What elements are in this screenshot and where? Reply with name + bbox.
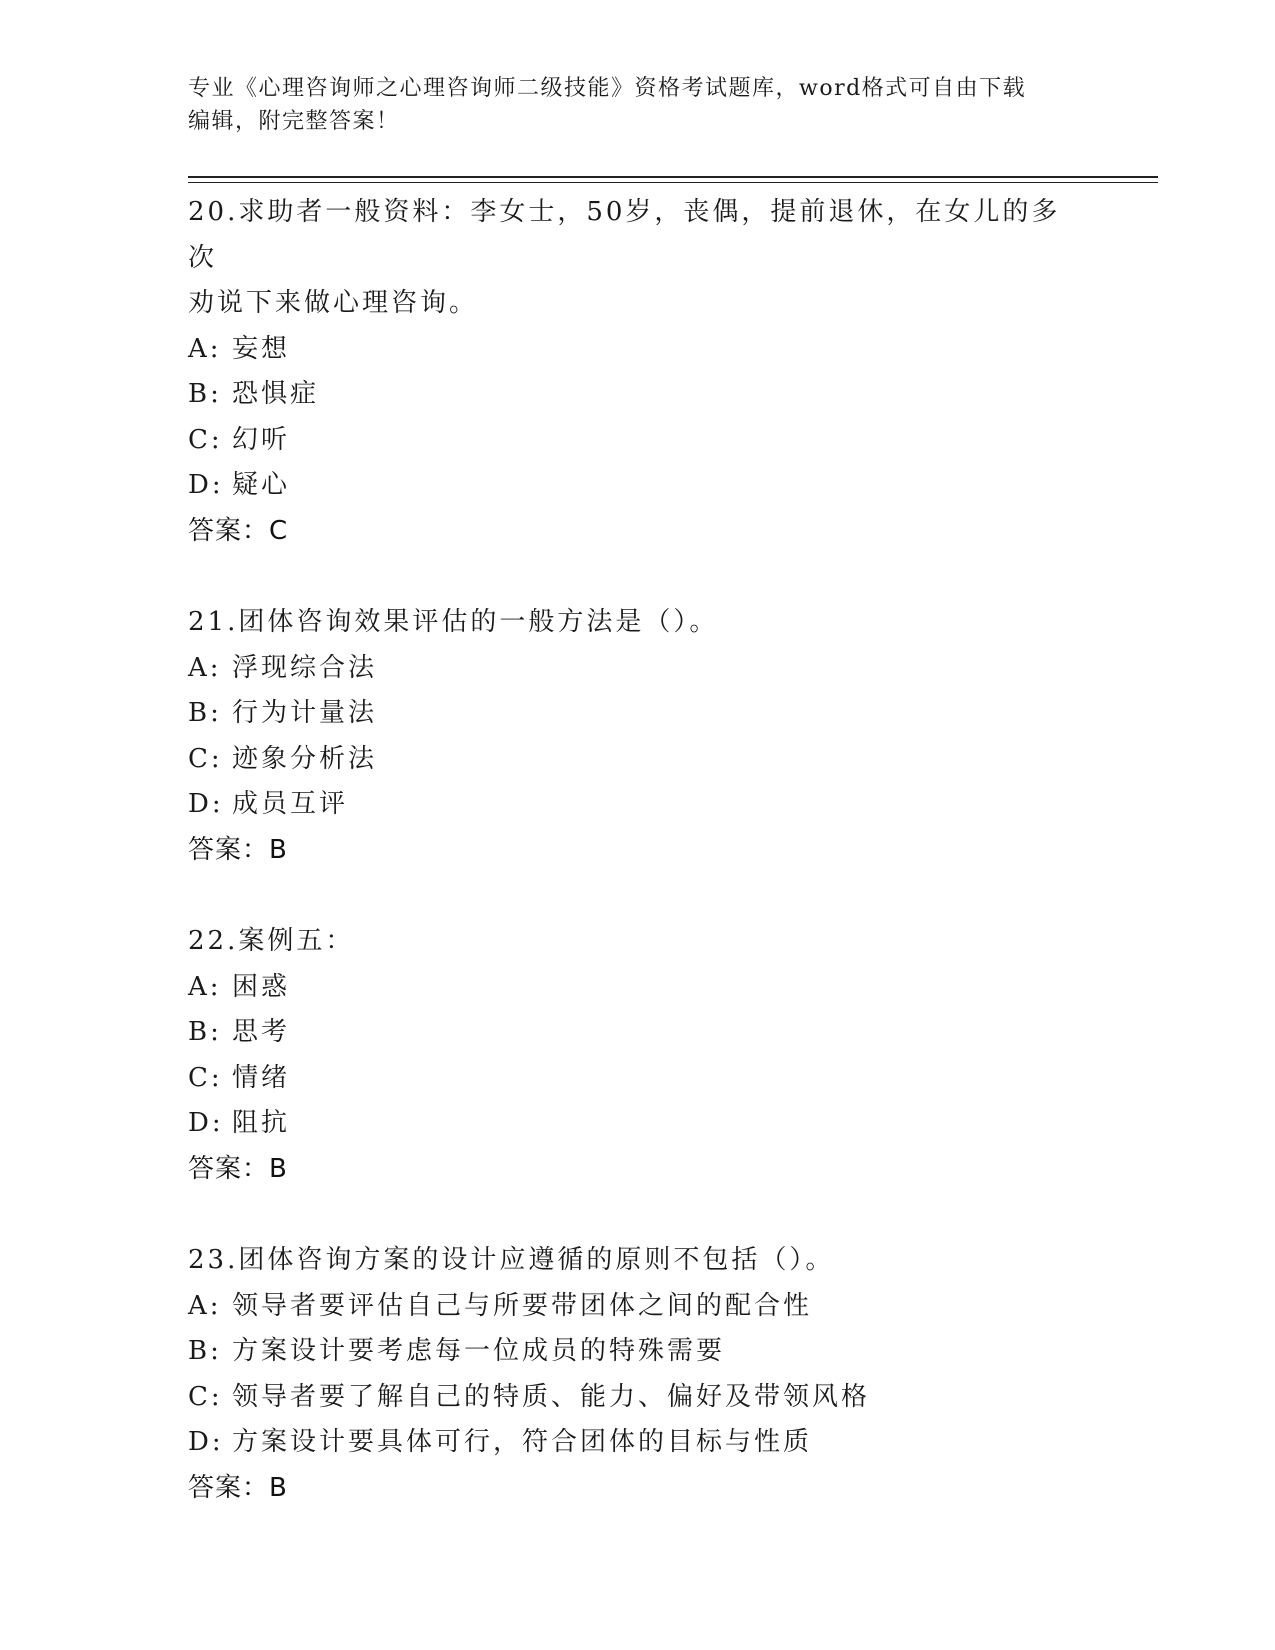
option-letter: C: <box>188 424 223 455</box>
option-letter: B: <box>188 379 222 409</box>
option-letter: B: <box>188 1336 222 1366</box>
option-letter: A: <box>188 1290 222 1321</box>
option-letter: C: <box>188 1381 223 1412</box>
option-a <box>188 1284 1088 1330</box>
answer-line: 答案：B <box>188 834 288 865</box>
question-stem: 20.求助者一般资料：李女士，50岁，丧偶，提前退休，在女儿的多次 <box>188 197 1061 273</box>
option-c <box>188 737 1088 783</box>
option-letter: C: <box>188 743 223 774</box>
option-a <box>188 646 1088 692</box>
question-stem: 23.团体咨询方案的设计应遵循的原则不包括（）。 <box>188 1245 835 1275</box>
option-text: 方案设计要具体可行，符合团体的目标与性质 <box>232 1427 813 1457</box>
option-letter: A: <box>188 652 222 683</box>
option-a <box>188 327 1088 373</box>
option-letter: D: <box>188 789 224 819</box>
option-letter: D: <box>188 470 224 500</box>
question-21 <box>188 600 1088 873</box>
option-text: 成员互评 <box>232 789 349 819</box>
option-text: 思考 <box>232 1017 291 1047</box>
question-stem: 22.案例五： <box>188 926 355 956</box>
option-b <box>188 372 1088 418</box>
option-text: 阻抗 <box>232 1108 291 1138</box>
option-letter: A: <box>188 971 222 1002</box>
option-b <box>188 1010 1088 1056</box>
option-b <box>188 691 1088 737</box>
option-text: 浮现综合法 <box>232 652 378 683</box>
option-c <box>188 418 1088 464</box>
question-stem: 21.团体咨询效果评估的一般方法是（）。 <box>188 607 719 637</box>
answer-line: 答案：C <box>188 515 289 546</box>
option-text: 方案设计要考虑每一位成员的特殊需要 <box>232 1336 726 1366</box>
answer-line: 答案：B <box>188 1153 288 1184</box>
question-list <box>188 190 1088 1557</box>
option-letter: B: <box>188 1017 222 1047</box>
question-stem-continued: 劝说下来做心理咨询。 <box>188 288 479 318</box>
option-letter: D: <box>188 1108 224 1138</box>
option-d <box>188 782 1088 828</box>
option-text: 情绪 <box>232 1062 291 1093</box>
option-text: 迹象分析法 <box>232 743 378 774</box>
option-c <box>188 1056 1088 1102</box>
option-letter: A: <box>188 333 222 364</box>
option-text: 疑心 <box>232 470 291 500</box>
question-22 <box>188 919 1088 1192</box>
option-text: 领导者要评估自己与所要带团体之间的配合性 <box>232 1290 813 1321</box>
option-c <box>188 1375 1088 1421</box>
question-20 <box>188 190 1088 554</box>
header-line-1: 专业《心理咨询师之心理咨询师二级技能》资格考试题库，word格式可自由下载 <box>188 76 1027 101</box>
option-text: 幻听 <box>232 424 291 455</box>
option-letter: D: <box>188 1427 224 1457</box>
header-divider-thick <box>188 176 1158 178</box>
option-d <box>188 1420 1088 1466</box>
answer-line: 答案：B <box>188 1472 288 1503</box>
option-letter: B: <box>188 698 222 728</box>
option-d <box>188 463 1088 509</box>
option-text: 困惑 <box>232 971 291 1002</box>
option-text: 恐惧症 <box>232 379 320 409</box>
option-b <box>188 1329 1088 1375</box>
option-d <box>188 1101 1088 1147</box>
option-a <box>188 965 1088 1011</box>
header-divider-thin <box>188 182 1158 183</box>
option-text: 领导者要了解自己的特质、能力、偏好及带领风格 <box>232 1381 871 1412</box>
option-letter: C: <box>188 1062 223 1093</box>
header-line-2: 编辑，附完整答案！ <box>188 109 400 134</box>
option-text: 妄想 <box>232 333 291 364</box>
question-23 <box>188 1238 1088 1511</box>
option-text: 行为计量法 <box>232 698 378 728</box>
document-header <box>188 72 1068 138</box>
